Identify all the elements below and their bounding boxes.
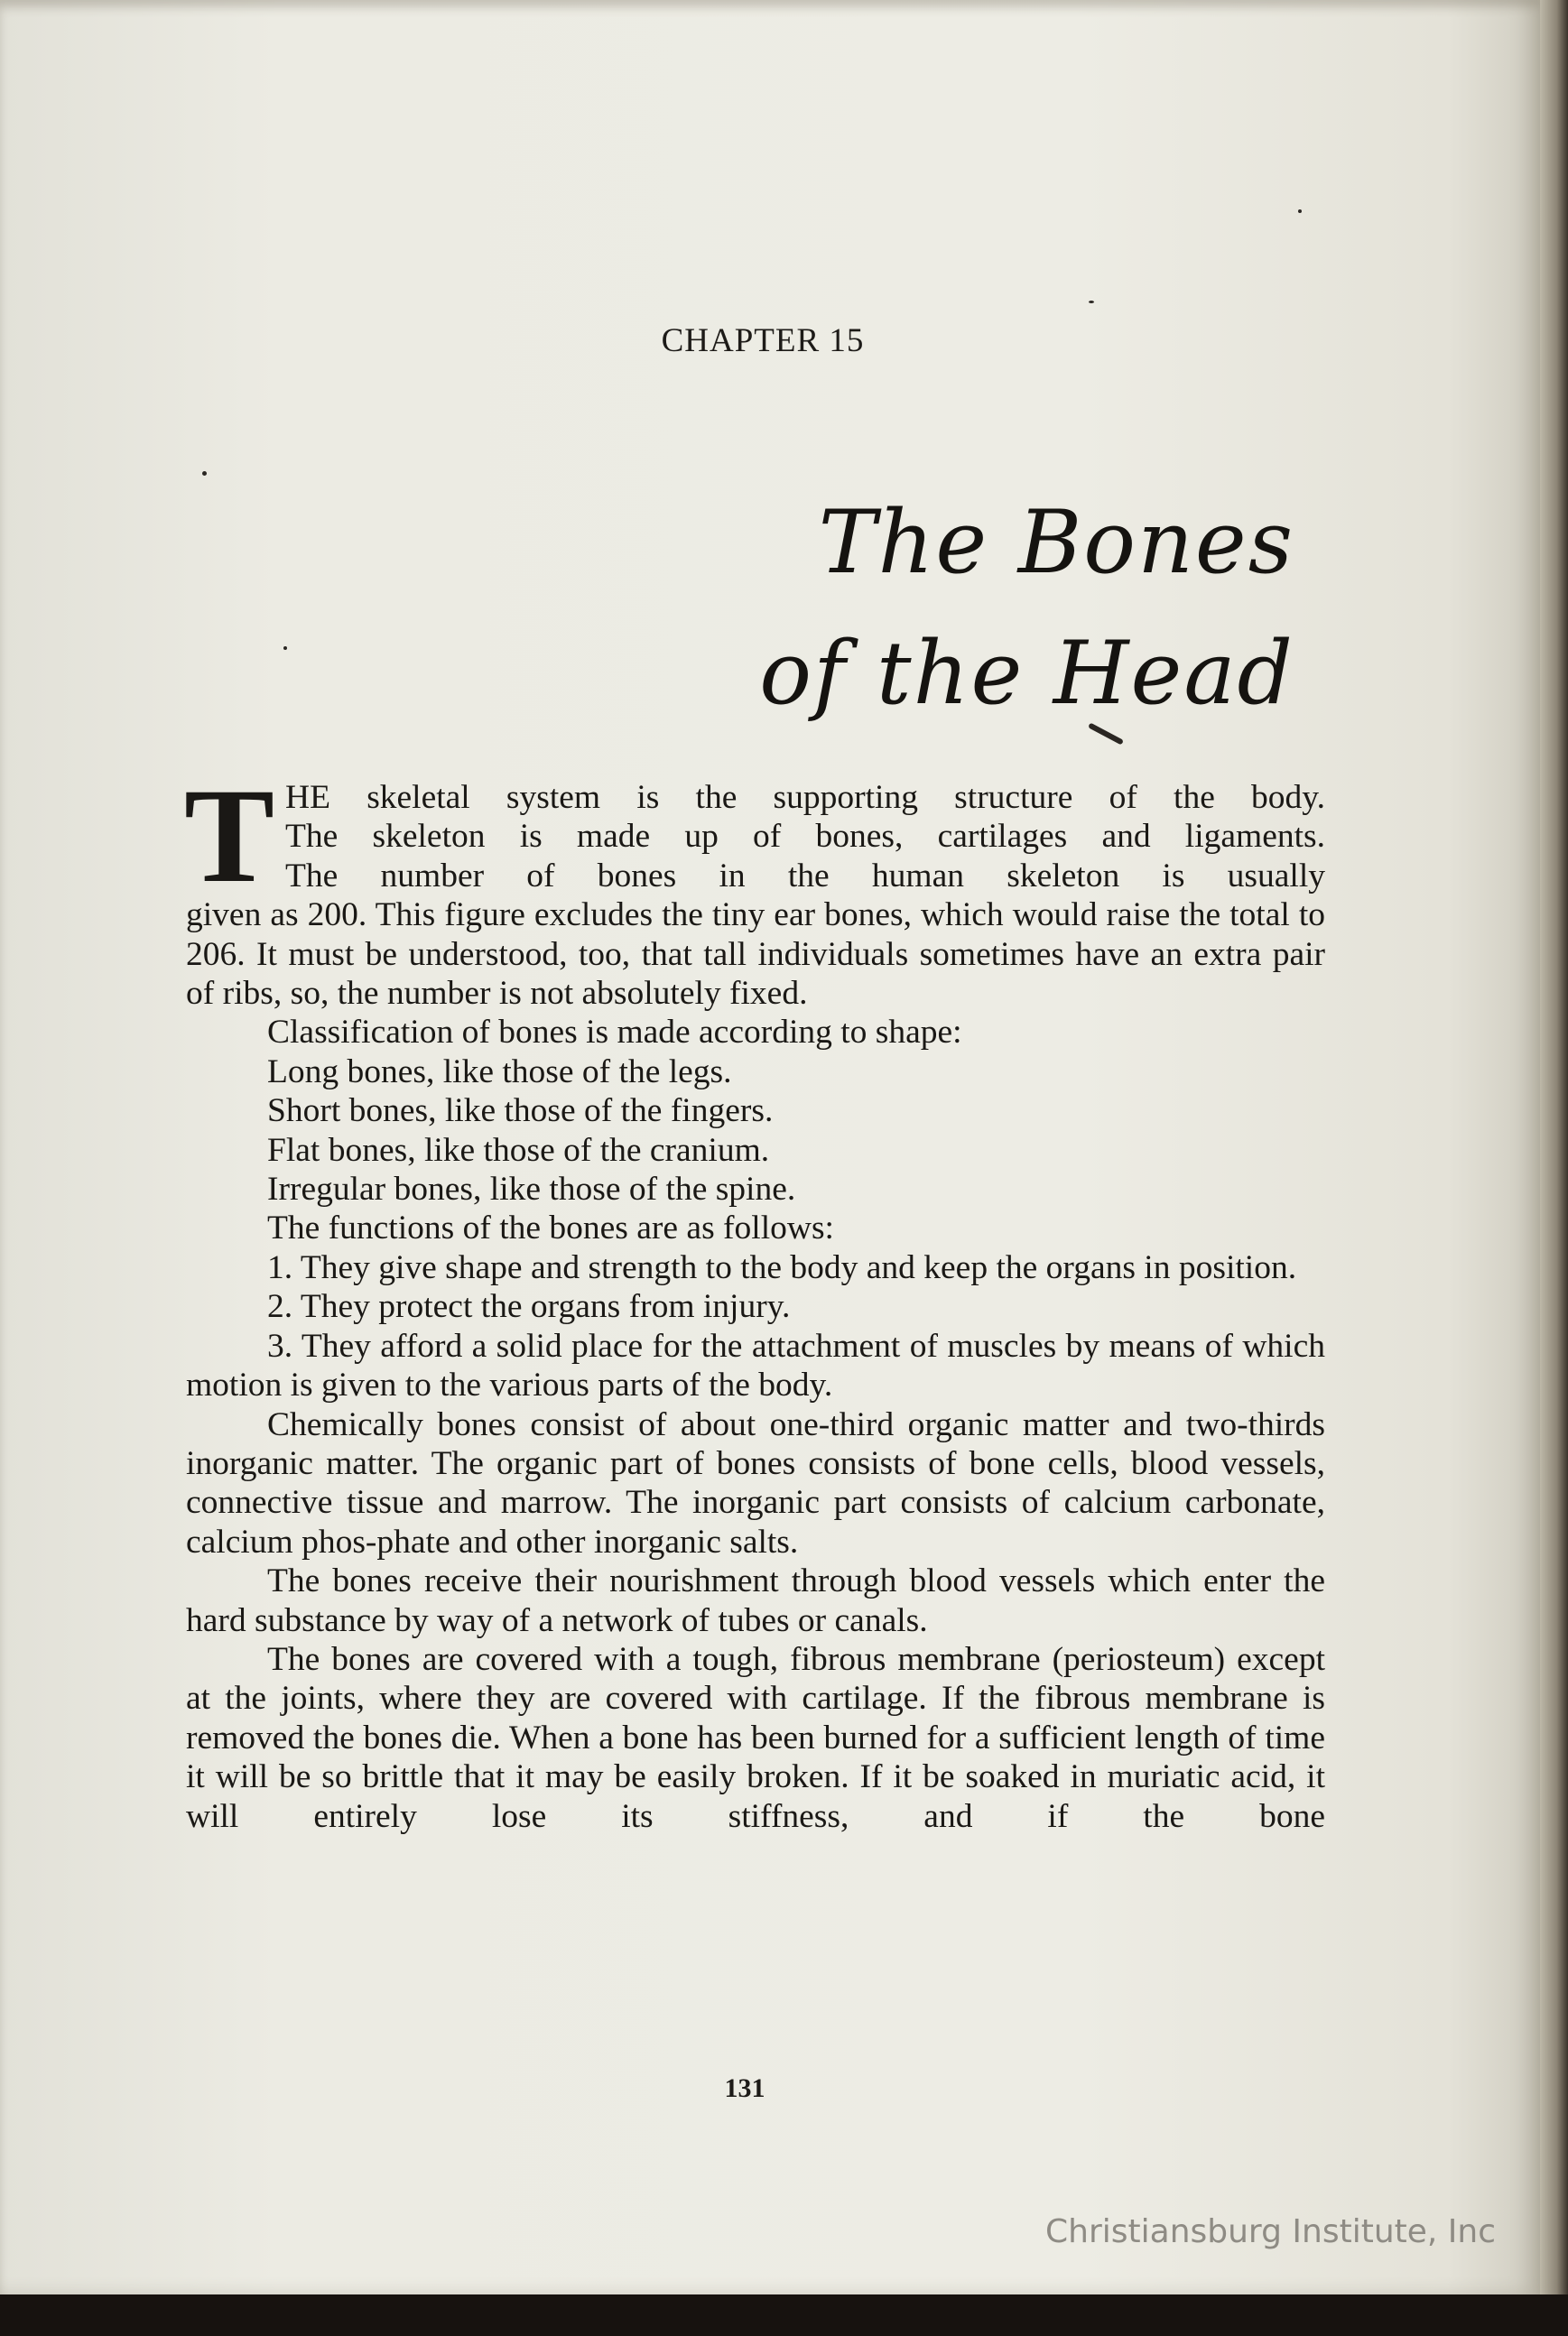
paragraph-chemistry: Chemically bones consist of about one-third organic matter and two-thirds inorganic matter. The organic part of bones consists of bone cells, blood vessels, connective tissue and marrow. The inorganic part consists of calcium carbonate, calcium phos-phate and other inorganic salts. <box>186 1405 1325 1561</box>
classification-item-flat: Flat bones, like those of the cranium. <box>267 1131 770 1169</box>
paragraph-nourishment: The bones receive their nourishment through blood vessels which enter the hard substance by way of a network of tubes or canals. <box>186 1562 1325 1639</box>
lead-paragraph-opening <box>184 761 1325 911</box>
paragraph-periosteum: The bones are covered with a tough, fibrous membrane (periosteum) except at the joints, where they are covered with cartilage. If the fibrous membrane is removed the bones die. When a bone has been burned for a sufficient length of time it will be so brittle that it may be easily broken. If it be soaked in muriatic acid, it will entirely lose its stiffness, and if the bone <box>186 1640 1325 1835</box>
drop-cap: T <box>184 761 275 911</box>
function-item-3: 3. They afford a solid place for the attachment of muscles by means of which motion is given to the various parts of the body. <box>186 1327 1325 1404</box>
classification-item-long: Long bones, like those of the legs. <box>267 1052 732 1090</box>
lead-line-3: The number of bones in the human skeleton is usually <box>285 857 1325 895</box>
lead-line-2: The skeleton is made up of bones, cartilages and ligaments. <box>285 818 1325 856</box>
classification-item-irregular: Irregular bones, like those of the spine. <box>267 1171 796 1209</box>
page-number: 131 <box>724 2073 765 2103</box>
chapter-heading: CHAPTER 15 <box>661 322 865 359</box>
paper-speck <box>1088 722 1124 745</box>
scan-background <box>0 2294 1568 2336</box>
chapter-title-line-1: The Bones <box>818 492 1294 593</box>
paper-speck <box>1298 209 1302 213</box>
page-edge <box>1540 0 1568 2294</box>
classification-item-short: Short bones, like those of the fingers. <box>267 1092 774 1130</box>
paper-speck <box>1089 301 1094 303</box>
lead-line-1: HE skeletal system is the supporting structure of the body. <box>285 779 1325 816</box>
classification-intro: Classification of bones is made according to shape: <box>267 1014 962 1052</box>
paper-speck <box>202 471 207 476</box>
functions-intro: The functions of the bones are as follows: <box>267 1210 834 1247</box>
watermark: Christiansburg Institute, Inc <box>1045 2213 1497 2250</box>
paper-speck <box>283 646 287 650</box>
function-item-1: 1. They give shape and strength to the body and keep the organs in position. <box>267 1248 1297 1286</box>
chapter-title-line-2: of the Head <box>759 623 1294 724</box>
body-text <box>184 761 1325 1836</box>
function-item-2: 2. They protect the organs from injury. <box>267 1288 791 1326</box>
lead-paragraph-rest: given as 200. This figure excludes the tiny ear bones, which would raise the total to 206. It must be understood, too, that tall individuals sometimes have an extra pair of ribs, so, the number is not absolutely fixed. <box>186 896 1325 1013</box>
